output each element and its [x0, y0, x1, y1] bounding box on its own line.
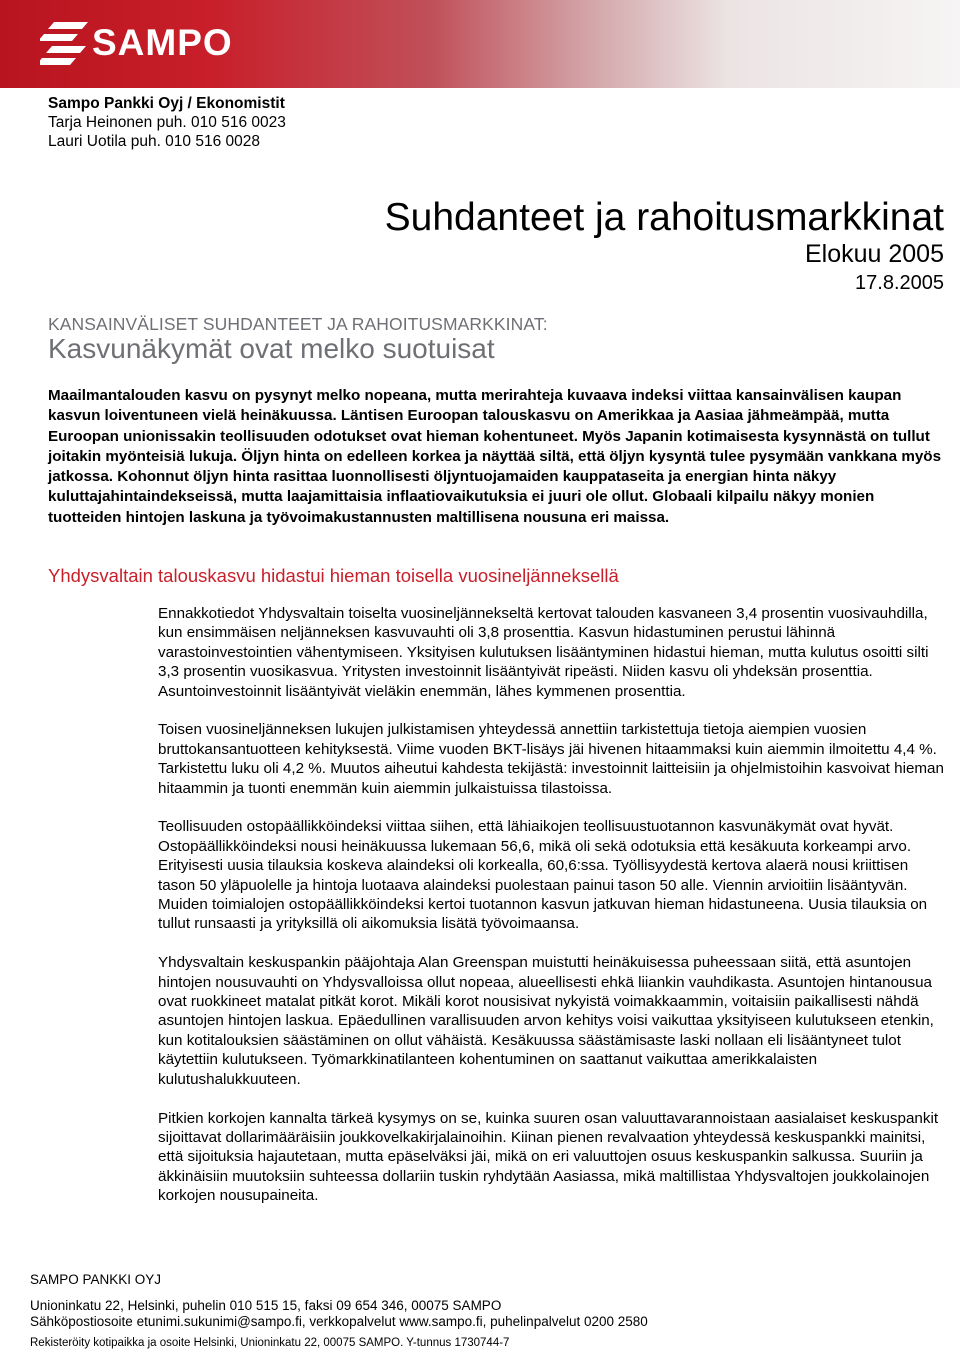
body-paragraph: Toisen vuosineljänneksen lukujen julkistamisen yhteydessä annettiin tarkistettuja tietoja aiempien vuosien bruttokansantuotteen kehityksestä. Viime vuoden BKT-lisäys jäi hivenen hitaammaksi kuin aiemmin ilmoitettu 4,4 %. Tarkistettu luku oli 4,2 %. Muutos aiheutui kahdesta tekijästä: investoinnit laitteisiin ja ohjelmistoihin kasvoivat hieman hitaammin ja tuonti enemmän kuin aiemmin julkaistuissa tilastoissa. [158, 721, 944, 797]
body-paragraph: Yhdysvaltain keskuspankin pääjohtaja Alan Greenspan muistutti heinäkuisessa puheessaan siitä, että asuntojen hintojen nousuvauhti on Yhdysvalloissa ollut nopeaa, alueellisesti ehkä liiankin vauhdikasta. Asuntojen hintanousua ovat ruokkineet matalat pitkät korot. Mikäli korot nousisivat nykyistä voimakkaammin, voitaisiin paikallisesti nähdä asuntojen hintojen laskua. Epäedullinen varallisuuden arvon kehitys voisi vaikuttaa yksityiseen kulutukseen etenkin, kun kotitalouksien säästäminen on ollut vähäistä. Kesäkuussa säästämisaste laski nollaan eli lisääntyneet tulot käytettiin kulutukseen. Työmarkkinatilanteen kohentuminen on saattanut vaikuttaa amerikkalaisten kulutushalukkuuteen. [158, 954, 934, 1088]
contact-organization: Sampo Pankki Oyj / Ekonomistit [48, 95, 285, 112]
contact-person-1: Tarja Heinonen puh. 010 516 0023 [48, 114, 286, 131]
section-heading: Yhdysvaltain talouskasvu hidastui hieman toisella vuosineljänneksellä [48, 565, 619, 586]
publication-date: 17.8.2005 [855, 272, 944, 294]
article-body [158, 604, 944, 1225]
body-paragraph: Pitkien korkojen kannalta tärkeä kysymys on se, kuinka suuren osan valuuttavarannoistaan aasialaiset keskuspankit sijoittavat dollarimääräisiin joukkovelkakirjalainoihin. Kiinan pienen revalvaation yhteydessä keskuspankki mainitsi, että sijoituksia hajautetaan, mutta epäselväksi jäi, mikä on eri valuuttojen osuus keskuspankin salkussa. Suuriin ja äkkinäisiin muutoksiin suhteessa dollariin tuskin ryhdytään Aasiassa, mikä maltillistaa Yhdysvaltojen joukkolainojen korkojen nousupaineita. [158, 1109, 939, 1205]
footer-email: Sähköpostiosoite etunimi.sukunimi@sampo.fi, verkkopalvelut www.sampo.fi, puhelinpalvelut 0200 2580 [30, 1314, 648, 1329]
body-paragraph: Teollisuuden ostopäällikköindeksi viittaa siihen, että lähiaikojen teollisuustuotannon kasvunäkymät ovat hyvät. Ostopäällikköindeksi nousi heinäkuussa lukemaan 56,6, mikä oli sekä odotuksia että kesäkuuta korkeampi arvo. Erityisesti uusia tilauksia koskeva alaindeksi oli korkealla, 60,6:ssa. Työllisyydestä kertova alaerä nousi kriittisen tason 50 yläpuolelle ja hintoja luotaava alaindeksi puolestaan painui tason 50 alle. Viennin arvioitiin lisääntyvän. Muiden toimialojen ostopäällikköindeksi kertoi tuotannon kasvun jatkuvan hieman hidastuneena. Uusia tilauksia on tullut runsaasti ja yrityksillä oli aikomuksia lisätä työvoimaansa. [158, 818, 928, 933]
contact-block [48, 94, 286, 151]
publication-title: Suhdanteet ja rahoitusmarkkinat [384, 196, 944, 239]
article-kicker: KANSAINVÄLISET SUHDANTEET JA RAHOITUSMARKKINAT: [48, 314, 548, 334]
sampo-logo [40, 20, 233, 66]
body-paragraph: Ennakkotiedot Yhdysvaltain toiselta vuosineljännekseltä kertovat talouden kasvaneen 3,4 prosentin vuosivauhdilla, kun ensimmäisen neljänneksen kasvuvauhti oli 3,8 prosenttia. Kasvun hidastuminen perustui lähinnä varastoinvestointien vähentymiseen. Yksityisen kulutuksen lisääntyminen hidastui hieman, mutta kulutus osoitti silti 3,3 prosentin vuosikasvua. Yritysten investoinnit lisääntyivät ripeästi. Niiden kasvu oli yhdeksän prosenttia. Asuntoinvestoinnit lisääntyivät vieläkin enemmän, lähes kymmenen prosenttia. [158, 605, 929, 700]
footer-company: SAMPO PANKKI OYJ [30, 1272, 162, 1287]
article-headline: Kasvunäkymät ovat melko suotuisat [48, 333, 495, 364]
header-banner [0, 0, 960, 88]
footer-registration: Rekisteröity kotipaikka ja osoite Helsinki, Unioninkatu 22, 00075 SAMPO. Y-tunnus 1730744-7 [30, 1337, 510, 1349]
publication-month: Elokuu 2005 [804, 240, 944, 268]
footer-address: Unioninkatu 22, Helsinki, puhelin 010 515 15, faksi 09 654 346, 00075 SAMPO [30, 1298, 502, 1313]
logo-wordmark: SAMPO [92, 22, 233, 63]
contact-person-2: Lauri Uotila puh. 010 516 0028 [48, 133, 260, 150]
article-lead: Maailmantalouden kasvu on pysynyt melko nopeana, mutta merirahteja kuvaava indeksi viittaa kansainvälisen kaupan kasvun loiventuneen vielä heinäkuussa. Läntisen Euroopan talouskasvu on Amerikkaa ja Aasiaa jähmeämpää, mutta Euroopan unionissakin teollisuuden odotukset ovat hieman kohentuneet. Myös Japanin kotimaisesta kysynnästä on tullut joitakin myönteisiä lukuja. Öljyn hinta on edelleen korkea ja näyttää siltä, että öljyn kysyntä tulee pysymään vankkana myös jatkossa. Kohonnut öljyn hinta rasittaa luonnollisesti öljyntuojamaiden kauppataseita ja energian hinta näkyy kuluttajahintaindekseissä, mutta laajamittaisia inflaatiovaikutuksia ei juuri ole ollut. Globaali kilpailu näkyy monien tuotteiden hintojen laskuna ja työvoimakustannusten maltillisena nousuna eri maissa. [48, 387, 942, 526]
sampo-stripes-icon [40, 20, 90, 66]
